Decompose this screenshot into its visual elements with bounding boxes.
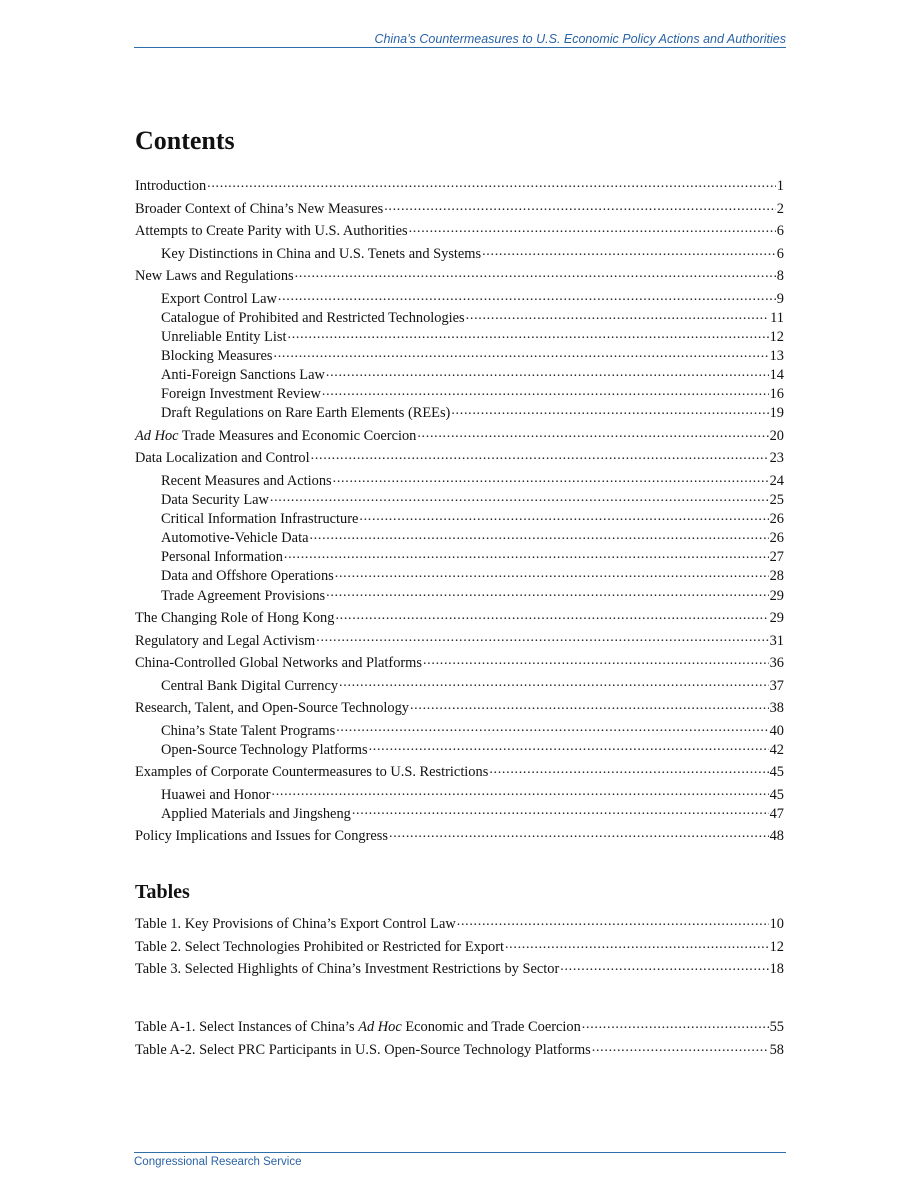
toc-page-number: 14 bbox=[769, 367, 784, 384]
toc-entry-title-text: Table A-1. Select Instances of China’s bbox=[135, 1019, 359, 1036]
dot-leader bbox=[489, 762, 768, 776]
toc-entry[interactable] bbox=[135, 244, 784, 261]
toc-entry-title[interactable] bbox=[161, 568, 334, 585]
toc-entry-title[interactable] bbox=[135, 828, 388, 845]
toc-entry-title-text: Data and Offshore Operations bbox=[161, 568, 334, 585]
toc-entry-title[interactable] bbox=[135, 1042, 591, 1059]
toc-entry-title-text: Introduction bbox=[135, 178, 207, 195]
toc-entry-title-text: New Laws and Regulations bbox=[135, 268, 294, 285]
toc-entry-title[interactable] bbox=[161, 678, 338, 695]
toc-entry-title[interactable] bbox=[161, 549, 283, 566]
toc-entry-title[interactable] bbox=[135, 268, 294, 285]
dot-leader bbox=[272, 784, 769, 798]
toc-page-number: 1 bbox=[776, 178, 784, 195]
toc-entry[interactable] bbox=[135, 959, 784, 976]
toc-entry-title[interactable] bbox=[135, 700, 409, 717]
toc-page-number: 40 bbox=[769, 722, 784, 739]
toc-entry-title-text: Table A-2. Select PRC Participants in U.S. Open-Source Technology Platforms bbox=[135, 1041, 591, 1058]
toc-entry-title[interactable] bbox=[161, 530, 308, 547]
toc-entry-title-text: Policy Implications and Issues for Congress bbox=[135, 828, 389, 845]
toc-entry-title-text: Foreign Investment Review bbox=[161, 386, 321, 403]
toc-entry[interactable] bbox=[135, 289, 784, 306]
toc-entry-title-text: Data Localization and Control bbox=[135, 450, 310, 467]
dot-leader bbox=[278, 289, 776, 303]
dot-leader bbox=[369, 739, 769, 753]
toc-page-number: 45 bbox=[769, 764, 784, 781]
dot-leader bbox=[409, 221, 776, 235]
toc-entry[interactable] bbox=[135, 266, 784, 283]
toc-page-number: 29 bbox=[769, 587, 784, 604]
toc-entry-title-italic: Ad Hoc bbox=[135, 427, 179, 444]
toc-entry-title-text: Table 3. Selected Highlights of China’s Investment Restrictions by Sector bbox=[135, 961, 560, 978]
dot-leader bbox=[389, 826, 769, 840]
dot-leader bbox=[274, 346, 769, 360]
toc-entry[interactable] bbox=[135, 937, 784, 954]
toc-entry-title-text: Personal Information bbox=[161, 549, 283, 566]
toc-entry-title-text: China-Controlled Global Networks and Platforms bbox=[135, 655, 422, 672]
toc-entry[interactable] bbox=[135, 176, 784, 193]
toc-page-number: 6 bbox=[776, 245, 784, 262]
toc-page-number: 6 bbox=[776, 223, 784, 240]
toc-page-number: 55 bbox=[769, 1019, 784, 1036]
toc-entry[interactable] bbox=[135, 720, 784, 737]
toc-entry-title[interactable] bbox=[161, 405, 450, 422]
dot-leader bbox=[384, 199, 776, 213]
dot-leader bbox=[336, 720, 768, 734]
toc-page-number: 9 bbox=[776, 290, 784, 307]
toc-entry-title-text: Regulatory and Legal Activism bbox=[135, 632, 316, 649]
toc-entry-title-text: Table 2. Select Technologies Prohibited or Restricted for Export bbox=[135, 938, 504, 955]
dot-leader bbox=[311, 448, 769, 462]
toc-entry[interactable] bbox=[135, 566, 784, 583]
toc-entry-title-text: Applied Materials and Jingsheng bbox=[161, 805, 351, 822]
toc-entry-title-text: Critical Information Infrastructure bbox=[161, 511, 359, 528]
toc-entry[interactable] bbox=[135, 803, 784, 820]
toc-page-number: 26 bbox=[769, 511, 784, 528]
dot-leader bbox=[451, 403, 768, 417]
dot-leader bbox=[333, 471, 769, 485]
toc-entry-title[interactable] bbox=[135, 450, 310, 467]
toc-page-number: 26 bbox=[769, 530, 784, 547]
toc-entry[interactable] bbox=[135, 585, 784, 602]
toc-entry-title-italic: Ad Hoc bbox=[358, 1019, 402, 1036]
toc-entry[interactable] bbox=[135, 490, 784, 507]
dot-leader bbox=[582, 1017, 769, 1031]
toc-page-number: 12 bbox=[769, 329, 784, 346]
toc-page-number: 12 bbox=[769, 938, 784, 955]
toc-entry[interactable] bbox=[135, 403, 784, 420]
toc-entry-title[interactable] bbox=[161, 246, 481, 263]
toc-page-number: 29 bbox=[769, 610, 784, 627]
toc-entry-title[interactable] bbox=[135, 655, 422, 672]
toc-entry-title[interactable] bbox=[161, 588, 325, 605]
dot-leader bbox=[309, 528, 768, 542]
toc-entry[interactable] bbox=[135, 608, 784, 625]
toc-entry-title[interactable] bbox=[135, 633, 315, 650]
toc-entry-title[interactable] bbox=[135, 610, 334, 627]
toc-entry[interactable] bbox=[135, 221, 784, 238]
toc-entry[interactable] bbox=[135, 346, 784, 363]
toc-entry-title-text: Open-Source Technology Platforms bbox=[161, 741, 368, 758]
toc-entry-title-text: Automotive-Vehicle Data bbox=[161, 530, 309, 547]
toc-page-number: 37 bbox=[769, 677, 784, 694]
toc-page-number: 10 bbox=[769, 916, 784, 933]
toc-page-number: 27 bbox=[769, 549, 784, 566]
toc-entry[interactable] bbox=[135, 826, 784, 843]
toc-entry-title-text: Data Security Law bbox=[161, 492, 269, 509]
appendix-tables-list bbox=[135, 1011, 784, 1056]
toc-entry-title[interactable] bbox=[161, 291, 277, 308]
toc-entry-title[interactable] bbox=[135, 1019, 581, 1036]
toc-page-number: 19 bbox=[769, 405, 784, 422]
toc-entry[interactable] bbox=[135, 199, 784, 216]
toc-entry-title[interactable] bbox=[135, 428, 416, 445]
toc-entry-title-text: Export Control Law bbox=[161, 290, 277, 307]
toc-entry-title[interactable] bbox=[161, 310, 465, 327]
toc-entry[interactable] bbox=[135, 698, 784, 715]
toc-page-number: 58 bbox=[769, 1041, 784, 1058]
toc-entry[interactable] bbox=[135, 739, 784, 756]
contents-list bbox=[135, 170, 784, 845]
toc-entry-title[interactable] bbox=[161, 386, 321, 403]
toc-entry[interactable] bbox=[135, 509, 784, 526]
dot-leader bbox=[284, 547, 769, 561]
toc-entry[interactable] bbox=[135, 384, 784, 401]
toc-entry-title-text: Examples of Corporate Countermeasures to U.S. Restrictions bbox=[135, 764, 489, 781]
toc-page-number: 47 bbox=[769, 805, 784, 822]
dot-leader bbox=[417, 426, 768, 440]
toc-entry-title-text: Recent Measures and Actions bbox=[161, 472, 332, 489]
toc-entry-title[interactable] bbox=[161, 723, 335, 740]
toc-entry[interactable] bbox=[135, 448, 784, 465]
toc-entry-title[interactable] bbox=[161, 511, 358, 528]
dot-leader bbox=[466, 308, 769, 322]
toc-page-number: 48 bbox=[769, 828, 784, 845]
dot-leader bbox=[505, 937, 769, 951]
toc-entry-title-text: Anti-Foreign Sanctions Law bbox=[161, 367, 325, 384]
toc-entry-title[interactable] bbox=[161, 473, 332, 490]
toc-entry-title-text: Economic and Trade Coercion bbox=[401, 1019, 581, 1036]
dot-leader bbox=[410, 698, 769, 712]
toc-entry-title-text: Unreliable Entity List bbox=[161, 329, 287, 346]
toc-entry-title[interactable] bbox=[161, 806, 351, 823]
toc-entry[interactable] bbox=[135, 308, 784, 325]
toc-entry-title[interactable] bbox=[161, 367, 325, 384]
dot-leader bbox=[359, 509, 768, 523]
toc-entry-title-text: Draft Regulations on Rare Earth Elements (REEs) bbox=[161, 405, 451, 422]
toc-page-number: 28 bbox=[769, 568, 784, 585]
toc-entry-title[interactable] bbox=[135, 223, 408, 240]
toc-entry[interactable] bbox=[135, 327, 784, 344]
toc-page-number: 36 bbox=[769, 655, 784, 672]
dot-leader bbox=[326, 365, 769, 379]
toc-page-number: 25 bbox=[769, 492, 784, 509]
dot-leader bbox=[295, 266, 776, 280]
toc-entry[interactable] bbox=[135, 528, 784, 545]
toc-page-number: 31 bbox=[769, 632, 784, 649]
toc-entry[interactable] bbox=[135, 547, 784, 564]
toc-entry-title[interactable] bbox=[161, 329, 287, 346]
toc-page-number: 23 bbox=[769, 450, 784, 467]
toc-entry[interactable] bbox=[135, 784, 784, 801]
toc-entry-title[interactable] bbox=[135, 178, 206, 195]
toc-page-number: 24 bbox=[769, 472, 784, 489]
toc-entry-title[interactable] bbox=[135, 939, 504, 956]
toc-entry-title[interactable] bbox=[161, 492, 269, 509]
dot-leader bbox=[457, 914, 769, 928]
toc-entry-title-text: Broader Context of China’s New Measures bbox=[135, 200, 384, 217]
toc-entry[interactable] bbox=[135, 914, 784, 931]
toc-page-number: 2 bbox=[776, 200, 784, 217]
dot-leader bbox=[482, 244, 776, 258]
tables-list bbox=[135, 908, 784, 976]
toc-page-number: 38 bbox=[769, 700, 784, 717]
toc-entry[interactable] bbox=[135, 471, 784, 488]
toc-entry-title[interactable] bbox=[161, 742, 368, 759]
dot-leader bbox=[326, 585, 768, 599]
dot-leader bbox=[592, 1040, 769, 1054]
toc-page-number: 11 bbox=[770, 309, 784, 326]
dot-leader bbox=[316, 630, 768, 644]
toc-entry-title[interactable] bbox=[161, 787, 271, 804]
toc-entry-title-text: Huawei and Honor bbox=[161, 786, 271, 803]
toc-page-number: 20 bbox=[769, 427, 784, 444]
toc-entry-title[interactable] bbox=[161, 348, 273, 365]
toc-entry-title-text: Catalogue of Prohibited and Restricted Technologies bbox=[161, 309, 465, 326]
dot-leader bbox=[335, 608, 768, 622]
dot-leader bbox=[352, 803, 769, 817]
toc-entry-title[interactable] bbox=[135, 916, 456, 933]
toc-entry[interactable] bbox=[135, 426, 784, 443]
toc-entry-title[interactable] bbox=[135, 764, 488, 781]
page-footer: Congressional Research Service bbox=[134, 1152, 786, 1168]
toc-entry[interactable] bbox=[135, 1017, 784, 1034]
toc-entry-title-text: The Changing Role of Hong Kong bbox=[135, 610, 335, 627]
toc-entry-title-text: Research, Talent, and Open-Source Technology bbox=[135, 700, 409, 717]
toc-entry[interactable] bbox=[135, 762, 784, 779]
toc-entry-title-text: Table 1. Key Provisions of China’s Export Control Law bbox=[135, 916, 456, 933]
dot-leader bbox=[335, 566, 769, 580]
toc-entry[interactable] bbox=[135, 675, 784, 692]
toc-entry[interactable] bbox=[135, 1040, 784, 1057]
dot-leader bbox=[339, 675, 769, 689]
toc-page-number: 45 bbox=[769, 786, 784, 803]
toc-entry-title-text: Key Distinctions in China and U.S. Tenets and Systems bbox=[161, 245, 482, 262]
dot-leader bbox=[207, 176, 776, 190]
toc-page-number: 18 bbox=[769, 961, 784, 978]
toc-entry-title-text: Trade Agreement Provisions bbox=[161, 587, 326, 604]
running-header: China’s Countermeasures to U.S. Economic Policy Actions and Authorities bbox=[134, 31, 786, 48]
dot-leader bbox=[322, 384, 769, 398]
toc-page-number: 13 bbox=[769, 348, 784, 365]
toc-entry[interactable] bbox=[135, 630, 784, 647]
toc-entry-title-text: Trade Measures and Economic Coercion bbox=[178, 427, 417, 444]
toc-entry-title-text: Central Bank Digital Currency bbox=[161, 677, 339, 694]
dot-leader bbox=[423, 653, 769, 667]
toc-entry-title[interactable] bbox=[135, 961, 559, 978]
dot-leader bbox=[270, 490, 769, 504]
toc-page-number: 16 bbox=[769, 386, 784, 403]
toc-entry-title-text: China’s State Talent Programs bbox=[161, 722, 336, 739]
toc-entry[interactable] bbox=[135, 365, 784, 382]
toc-page-number: 42 bbox=[769, 741, 784, 758]
dot-leader bbox=[560, 959, 768, 973]
toc-entry-title[interactable] bbox=[135, 201, 383, 218]
dot-leader bbox=[288, 327, 769, 341]
toc-entry[interactable] bbox=[135, 653, 784, 670]
tables-heading: Tables bbox=[135, 881, 190, 903]
toc-entry-title-text: Attempts to Create Parity with U.S. Authorities bbox=[135, 223, 408, 240]
toc-entry-title-text: Blocking Measures bbox=[161, 348, 273, 365]
toc-page-number: 8 bbox=[776, 268, 784, 285]
contents-heading: Contents bbox=[135, 126, 235, 155]
